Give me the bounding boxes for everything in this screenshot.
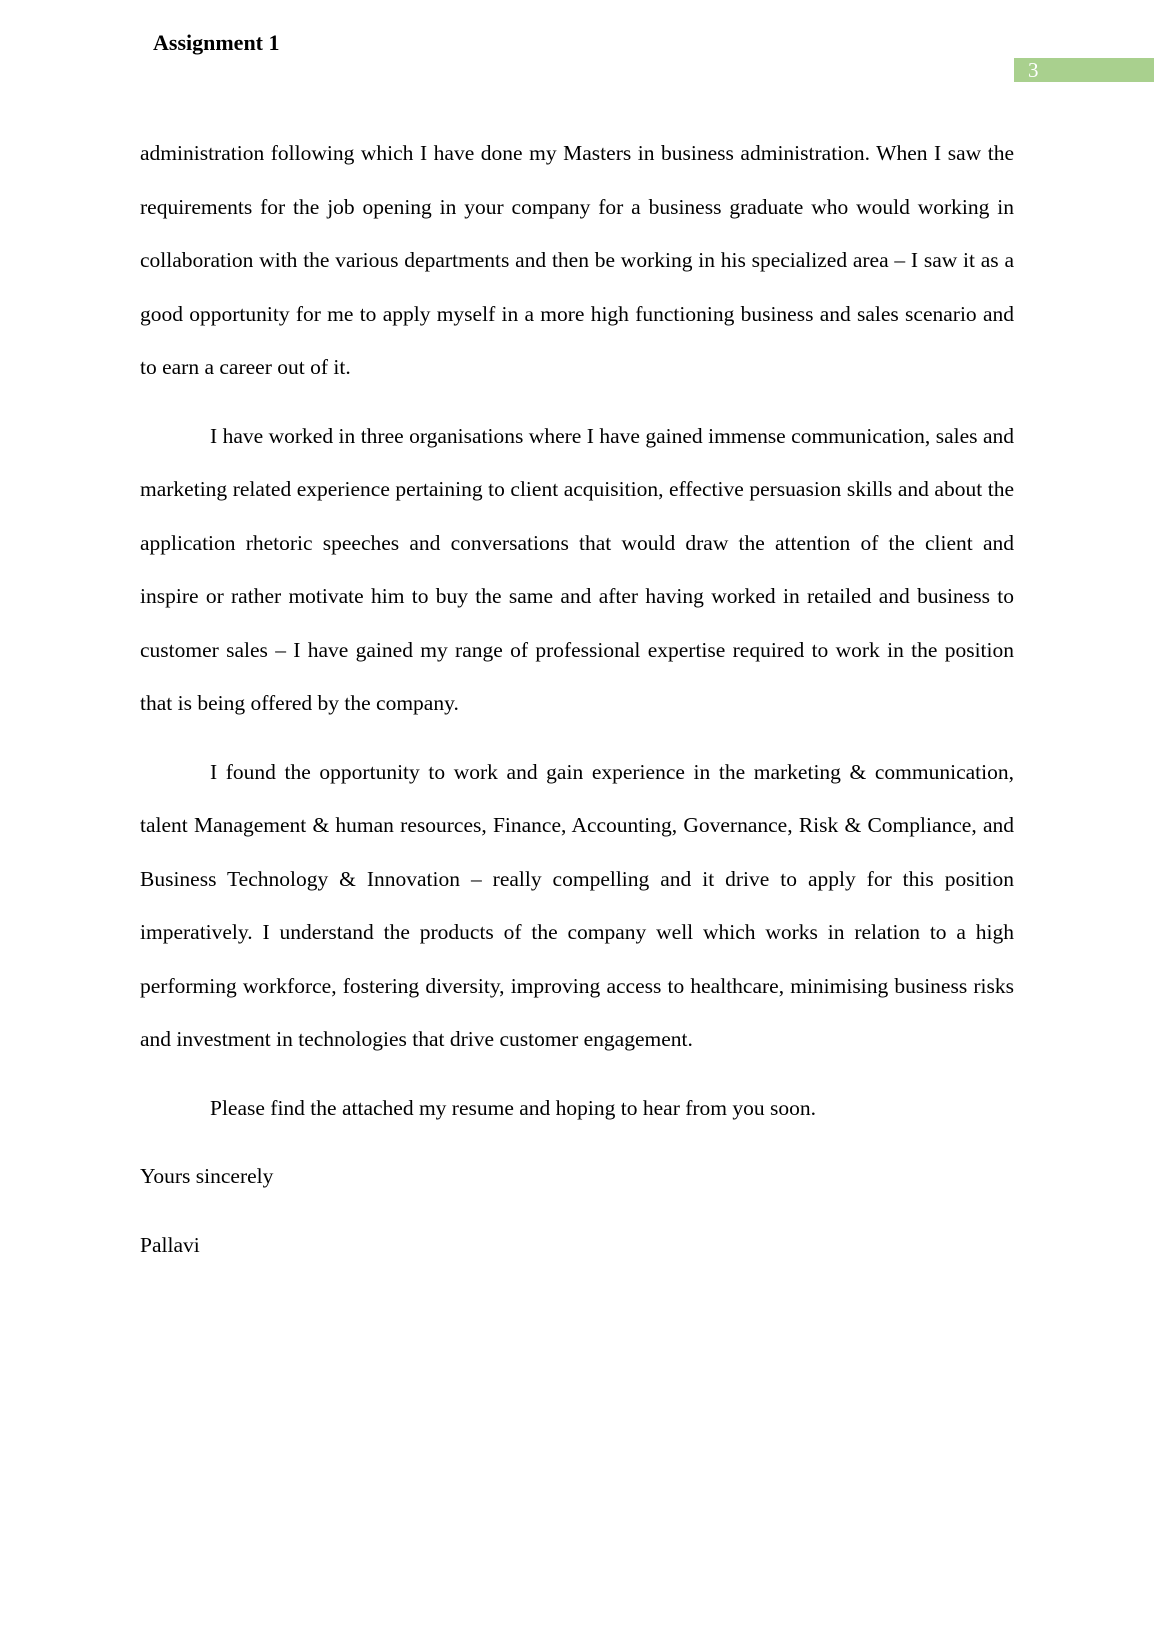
letter-body: [140, 127, 1014, 1287]
signature: Pallavi: [140, 1232, 200, 1257]
paragraph-experience: I have worked in three organisations where I have gained immense communication, sales and marketing related experience pertaining to client acquisition, effective persuasion skills and about the application rhetoric speeches and conversations that would draw the attention of the client and inspire or rather motivate him to buy the same and after having worked in retailed and business to customer sales – I have gained my range of professional expertise required to work in the position that is being offered by the company.: [140, 423, 1014, 715]
paragraph-resume: Please find the attached my resume and hoping to hear from you soon.: [210, 1095, 817, 1120]
header-title: Assignment 1: [153, 30, 280, 55]
paragraph-opportunity: I found the opportunity to work and gain experience in the marketing & communication, talent Management & human resources, Finance, Accounting, Governance, Risk & Compliance, and Business Technology & Innovation – really compelling and it drive to apply for this position imperatively. I understand the products of the company well which works in relation to a high performing workforce, fostering diversity, improving access to healthcare, minimising business risks and investment in technologies that drive customer engagement.: [140, 759, 1014, 1051]
paragraph-continuation: administration following which I have done my Masters in business administration. When I saw the requirements for the job opening in your company for a business graduate who would working in collaboration with the various departments and then be working in his specialized area – I saw it as a good opportunity for me to apply myself in a more high functioning business and sales scenario and to earn a career out of it.: [140, 141, 1014, 379]
closing: Yours sincerely: [140, 1164, 274, 1188]
page-number: 3: [1014, 58, 1154, 82]
